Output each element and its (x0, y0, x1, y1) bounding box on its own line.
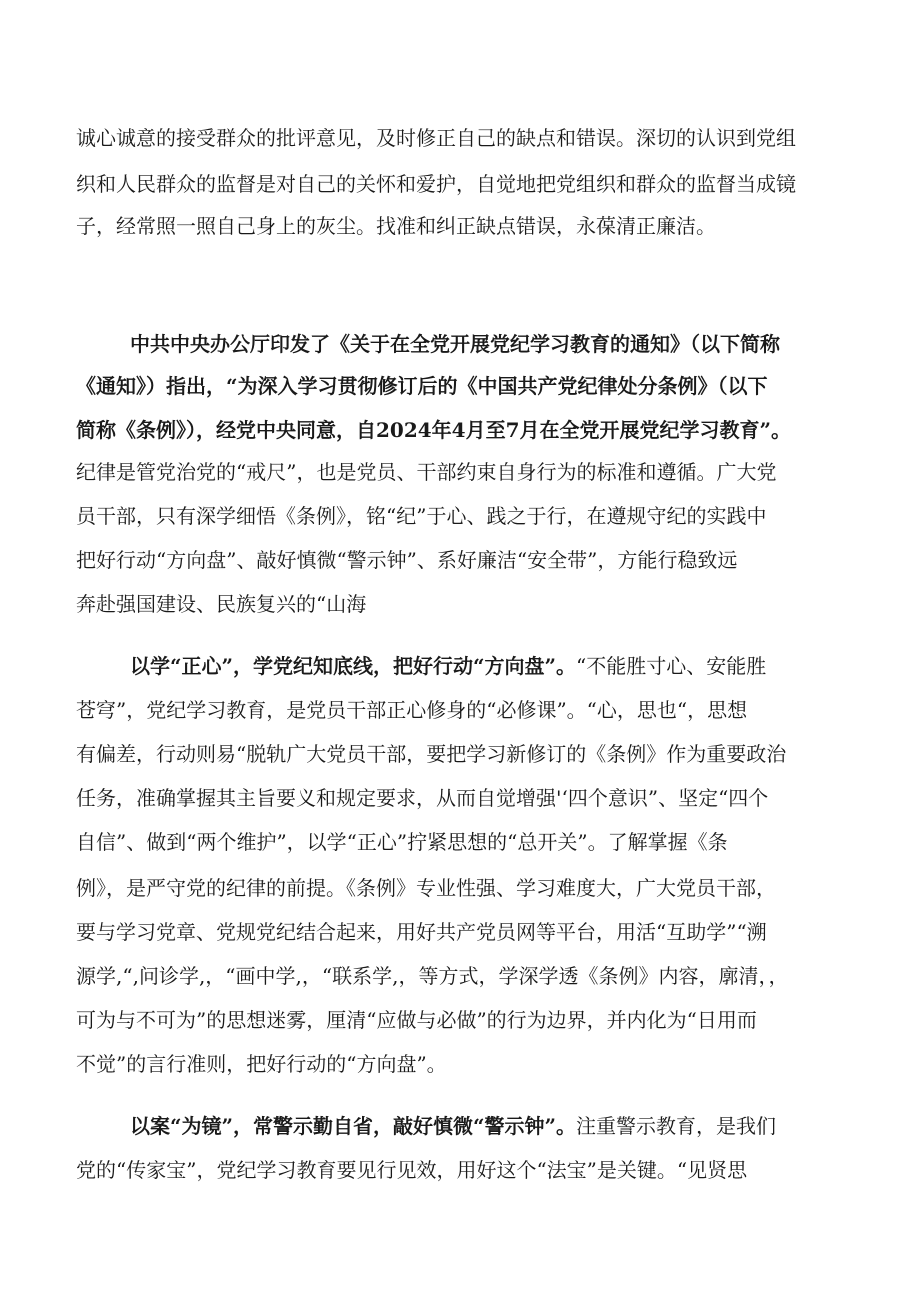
bold-text-line: 简称《条例》），经党中央同意，自2024年4月至7月在全党开展党纪学习教育”。 (76, 418, 791, 442)
text-line: 子，经常照一照自己身上的灰尘。找准和纠正缺点错误，永葆清正廉洁。 (76, 214, 716, 238)
text-line: 例》，是严守党的纪律的前提。《条例》专业性强、学习难度大，广大党员干部， (76, 876, 776, 900)
text-line: 要与学习党章、党规党纪结合起来，用好共产党员网等平台，用活“互助学”“溯 (76, 920, 767, 944)
text-line: 不觉”的言行准则，把好行动的“方向盘”。 (76, 1052, 447, 1076)
paragraph-lead-rest: “不能胜寸心、安能胜 (576, 654, 767, 678)
text-line: 有偏差，行动则易“脱轨广大党员干部，要把学习新修订的《条例》作为重要政治 (76, 742, 787, 766)
text-line: 源学,“,问诊学,，“画中学,，“联系学,，等方式，学深学透《条例》内容，廓清，， (76, 964, 789, 988)
text-line: 把好行动“方向盘”、敲好慎微“警示钟”、系好廉洁“安全带”，方能行稳致远 (76, 548, 738, 572)
text-line: 纪律是管党治党的“戒尺”，也是党员、干部约束自身行为的标准和遵循。广大党 (76, 460, 777, 484)
paragraph-lead: 以案“为镜”，常警示勤自省，敲好慎微“警示钟”。 (130, 1114, 577, 1138)
text-line: 员干部，只有深学细悟《条例》，铭“纪”于心、践之于行，在遵规守纪的实践中 (76, 504, 767, 528)
text-line: 任务，准确掌握其主旨要义和规定要求，从而自觉增强'‘四个意识”、坚定“四个 (76, 786, 769, 810)
text-line: 党的“传家宝”，党纪学习教育要见行见效，用好这个“法宝”是关键。“见贤思 (76, 1158, 748, 1182)
text-line: 可为与不可为”的思想迷雾，厘清“应做与必做”的行为边界，并内化为“日用而 (76, 1008, 757, 1032)
text-line: 自信”、做到“两个维护”，以学“正心”拧紧思想的“总开关”。了解掌握《条 (76, 830, 728, 854)
text-line (130, 1112, 776, 1140)
paragraph-lead-rest: 注重警示教育，是我们 (576, 1114, 777, 1138)
bold-text-line: 中共中央办公厅印发了《关于在全党开展党纪学习教育的通知》（以下简称 (130, 332, 780, 356)
text-line: 苍穹”，党纪学习教育，是党员干部正心修身的“必修课”。“心，思也“，思想 (76, 698, 748, 722)
text-line: 织和人民群众的监督是对自己的关怀和爱护，自觉地把党组织和群众的监督当成镜 (76, 172, 796, 196)
bold-text-line: 《通知》）指出，“为深入学习贯彻修订后的《中国共产党纪律处分条例》（以下 (76, 374, 768, 398)
text-line: 奔赴强国建设、民族复兴的“山海 (76, 592, 367, 616)
text-line (130, 652, 766, 680)
paragraph-lead: 以学“正心”，学党纪知底线，把好行动“方向盘”。 (130, 654, 577, 678)
text-line: 诚心诚意的接受群众的批评意见，及时修正自己的缺点和错误。深切的认识到党组 (76, 126, 796, 150)
